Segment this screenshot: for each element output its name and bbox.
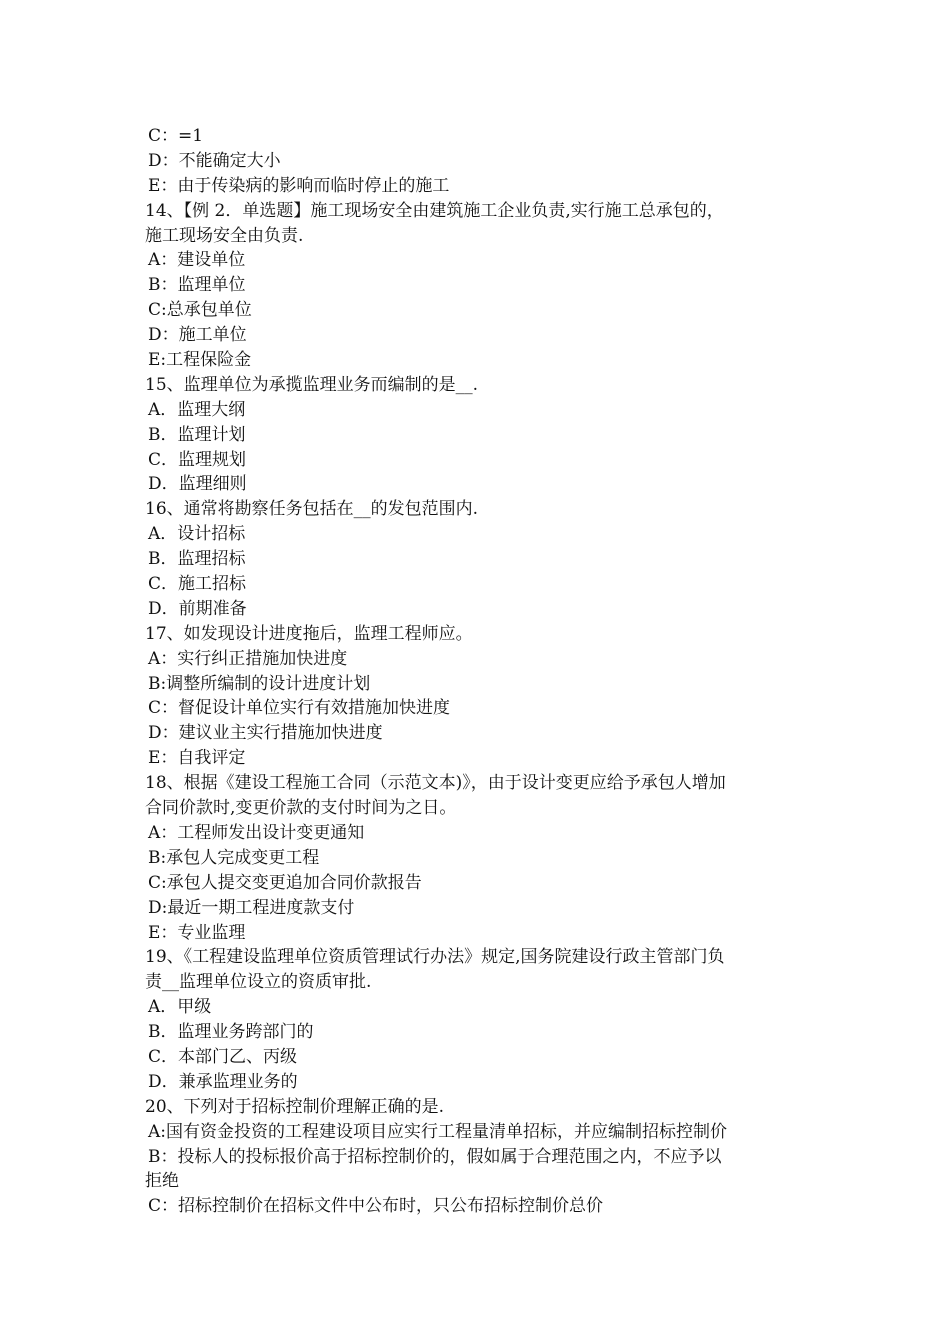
answer-option-line: A．甲级 bbox=[148, 997, 212, 1018]
question-text-line: 17、如发现设计进度拖后，监理工程师应。 bbox=[145, 623, 473, 644]
answer-option-line: D．兼承监理业务的 bbox=[148, 1071, 298, 1092]
answer-option-line: B．监理业务跨部门的 bbox=[148, 1022, 314, 1043]
answer-option-line: A：建设单位 bbox=[148, 250, 246, 271]
answer-option-line: B：监理单位 bbox=[148, 275, 246, 296]
answer-option-line: A:国有资金投资的工程建设项目应实行工程量清单招标，并应编制招标控制价 bbox=[148, 1121, 728, 1142]
answer-option-line: E:工程保险金 bbox=[148, 350, 252, 371]
answer-option-line: E：自我评定 bbox=[148, 748, 246, 769]
answer-option-line: D．监理细则 bbox=[148, 474, 247, 495]
answer-option-line: B:调整所编制的设计进度计划 bbox=[148, 673, 371, 694]
answer-option-line: E：专业监理 bbox=[148, 922, 246, 943]
answer-option-line: C:承包人提交变更追加合同价款报告 bbox=[148, 872, 422, 893]
answer-option-line: A．监理大纲 bbox=[148, 399, 246, 420]
answer-option-line: E：由于传染病的影响而临时停止的施工 bbox=[148, 175, 450, 196]
answer-option-line: C：招标控制价在招标文件中公布时，只公布招标控制价总价 bbox=[148, 1196, 604, 1217]
question-text-line: 20、下列对于招标控制价理解正确的是. bbox=[145, 1096, 445, 1117]
answer-option-line: B：投标人的投标报价高于招标控制价的，假如属于合理范围之内，不应予以 bbox=[148, 1146, 722, 1167]
answer-option-line: C：=1 bbox=[148, 126, 204, 146]
question-text-line: 合同价款时,变更价款的支付时间为之日。 bbox=[145, 798, 457, 819]
answer-option-line: B．监理招标 bbox=[148, 549, 246, 570]
answer-option-line: D：建议业主实行措施加快进度 bbox=[148, 723, 383, 744]
question-text-line: 拒绝 bbox=[145, 1171, 179, 1192]
answer-option-line: C．施工招标 bbox=[148, 574, 247, 595]
answer-option-line: D．前期准备 bbox=[148, 598, 247, 619]
answer-option-line: B:承包人完成变更工程 bbox=[148, 847, 320, 868]
answer-option-line: A．设计招标 bbox=[148, 524, 246, 545]
answer-option-line: D:最近一期工程进度款支付 bbox=[148, 897, 355, 918]
answer-option-line: D：不能确定大小 bbox=[148, 150, 281, 171]
answer-option-line: C:总承包单位 bbox=[148, 300, 252, 321]
question-text-line: 19、《工程建设监理单位资质管理试行办法》规定,国务院建设行政主管部门负 bbox=[145, 947, 725, 968]
answer-option-line: C．监理规划 bbox=[148, 449, 247, 470]
question-text-line: 责__监理单位设立的资质审批. bbox=[145, 972, 372, 993]
question-text-line: 16、通常将勘察任务包括在__的发包范围内. bbox=[145, 499, 479, 520]
answer-option-line: A：工程师发出设计变更通知 bbox=[148, 822, 365, 843]
answer-option-line: C．本部门乙、丙级 bbox=[148, 1046, 298, 1067]
question-text-line: 14、【例 2．单选题】施工现场安全由建筑施工企业负责,实行施工总承包的， bbox=[145, 200, 724, 221]
document-body bbox=[145, 124, 810, 1219]
question-text-line: 施工现场安全由负责. bbox=[145, 225, 304, 246]
answer-option-line: B．监理计划 bbox=[148, 424, 246, 445]
question-text-line: 18、根据《建设工程施工合同（示范文本)》，由于设计变更应给予承包人增加 bbox=[145, 773, 726, 794]
answer-option-line: A：实行纠正措施加快进度 bbox=[148, 648, 348, 669]
answer-option-line: D：施工单位 bbox=[148, 325, 247, 346]
answer-option-line: C：督促设计单位实行有效措施加快进度 bbox=[148, 698, 451, 719]
question-text-line: 15、监理单位为承揽监理业务而编制的是__. bbox=[145, 374, 479, 395]
